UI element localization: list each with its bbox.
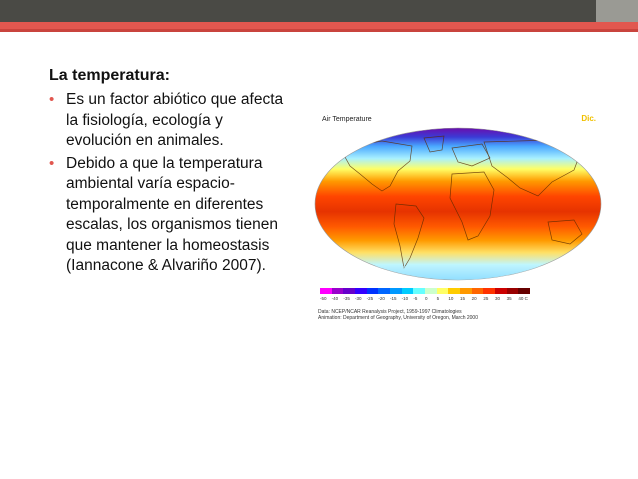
scale-swatch [472, 288, 484, 294]
bullet-text: Debido a que la temperatura ambiental varía espacio-temporalmente en diferentes escalas, los organismos tienen que mantener la homeostasis (Iannacone & Alvariño 2007). [66, 154, 278, 274]
scale-swatch [425, 288, 437, 294]
scale-tick-label: -40 [331, 296, 339, 301]
scale-tick-label: 5 [436, 296, 440, 301]
scale-swatch [518, 288, 530, 294]
globe-background [315, 128, 601, 280]
bullet-dot: • [49, 154, 55, 172]
map-month-label: Dic. [581, 114, 596, 123]
scale-swatch [355, 288, 367, 294]
map-source-credit [318, 309, 478, 321]
bullet-item-2 [49, 154, 289, 277]
scale-swatch [390, 288, 402, 294]
scale-tick-label: -30 [355, 296, 362, 301]
scale-swatch [448, 288, 460, 294]
source-line-2: Animation: Department of Geography, University of Oregon, March 2000 [318, 315, 478, 321]
scale-tick-label: 40 C [518, 296, 528, 301]
scale-tick-label: 35 [506, 296, 512, 301]
air-temperature-map-figure [312, 108, 608, 334]
scale-swatch [378, 288, 390, 294]
scale-swatch [320, 288, 332, 294]
antarctica-region [312, 266, 608, 286]
bullet-item-1 [49, 90, 289, 152]
scale-tick-label: 10 [448, 296, 454, 301]
bullet-text: Es un factor abiótico que afecta la fisiología, ecología y evolución en animales. [66, 91, 284, 149]
scale-tick-label: -10 [401, 296, 409, 301]
scale-tick-label: 15 [460, 296, 466, 301]
scale-tick-label: -35 [343, 296, 350, 301]
scale-tick-label: 20 [471, 296, 477, 301]
world-temperature-map [312, 126, 608, 311]
scale-swatch [413, 288, 425, 294]
top-bar-dark-segment [0, 0, 638, 22]
scale-tick-label: -50 [320, 296, 327, 301]
scale-swatch [367, 288, 379, 294]
scale-tick-label: -20 [378, 296, 385, 301]
map-title: Air Temperature [322, 116, 372, 123]
temperature-color-scale [320, 288, 530, 294]
accent-red-bar [0, 22, 638, 32]
slide-heading: La temperatura: [49, 67, 170, 84]
bullet-dot: • [49, 91, 55, 108]
scale-tick-label: 0 [425, 296, 428, 301]
scale-tick-label: 25 [483, 296, 489, 301]
scale-swatch [402, 288, 414, 294]
scale-swatch [483, 288, 495, 294]
scale-swatch [437, 288, 449, 294]
scale-swatch [343, 288, 355, 294]
accent-red-bar-shadow [0, 29, 638, 32]
scale-tick-label: 30 [495, 296, 501, 301]
scale-tick-label: -15 [390, 296, 397, 301]
slide-text-block [49, 66, 289, 279]
source-line-1: Data: NCEP/NCAR Reanalysis Project, 1959-1997 Climatologies [318, 309, 462, 315]
bullet-list [49, 90, 289, 277]
scale-tick-label: -25 [366, 296, 374, 301]
scale-swatch [460, 288, 472, 294]
scale-swatch [507, 288, 519, 294]
top-bar-light-segment [596, 0, 638, 22]
scale-swatch [495, 288, 507, 294]
scale-swatch [332, 288, 344, 294]
scale-tick-label: -5 [413, 296, 418, 301]
top-decorative-bar [0, 0, 638, 22]
